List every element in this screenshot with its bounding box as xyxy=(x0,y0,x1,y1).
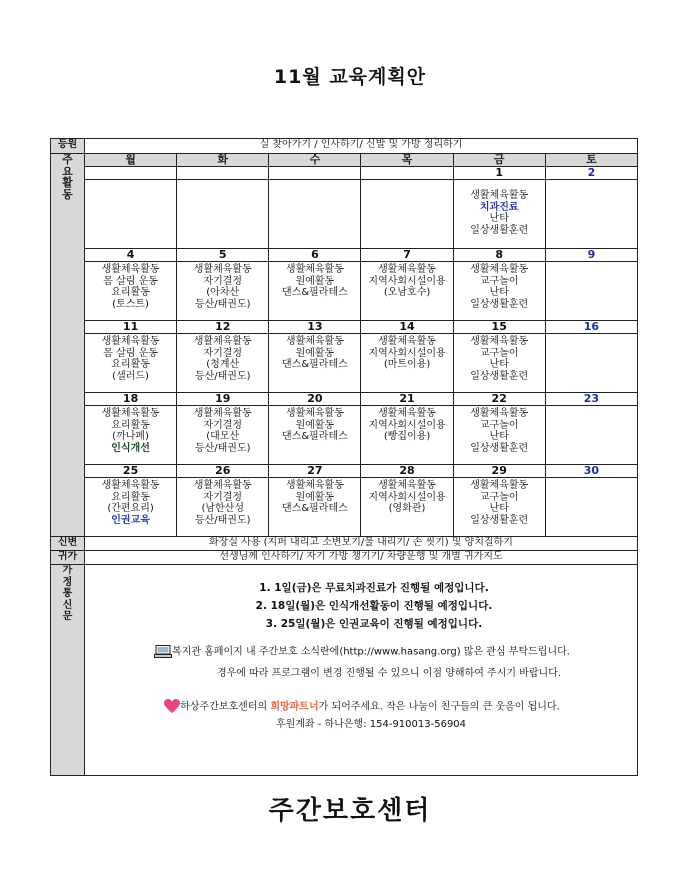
weekday-sat: 토 xyxy=(545,154,637,167)
activity-line: 난타 xyxy=(489,213,509,224)
date-row xyxy=(51,249,638,262)
activity-line: 생활체육활동 xyxy=(378,480,437,491)
main-activity-label xyxy=(51,154,85,537)
main-activity-label-char: 동 xyxy=(62,187,73,201)
date-cell: 16 xyxy=(545,321,637,334)
weekday-mon: 월 xyxy=(85,154,177,167)
activity-line: (토스트) xyxy=(112,298,149,310)
activity-cell xyxy=(85,262,177,321)
activity-line: 원예활동 xyxy=(295,347,335,359)
activity-row xyxy=(51,262,638,321)
activity-line: 지역사회시설이용 xyxy=(368,275,446,287)
activity-line: 댄스&필라테스 xyxy=(282,503,348,514)
activity-line: 요리활동 xyxy=(111,491,150,503)
activity-line: 생활체육활동 xyxy=(193,480,252,491)
date-cell: 30 xyxy=(545,465,637,478)
activity-line: 교구놀이 xyxy=(479,275,519,287)
activity-line: 난타 xyxy=(489,287,509,298)
activity-highlight: 인식개선 xyxy=(111,442,150,454)
activity-line: 등산/태권도) xyxy=(194,442,251,454)
donation-post: 가 되어주세요. 작은 나눔이 친구들의 큰 웃음이 됩니다. xyxy=(318,701,560,712)
notice-label-char: 가 xyxy=(62,565,73,576)
activity-line: 생활체육활동 xyxy=(193,264,252,275)
activity-line: 몸 살림 운동 xyxy=(103,347,158,359)
activity-cell xyxy=(269,334,361,393)
date-cell: 28 xyxy=(361,465,453,478)
activity-cell xyxy=(453,478,545,537)
center-name-footer: 주간보호센터 xyxy=(268,796,432,826)
activity-line: 자기결정 xyxy=(203,419,243,431)
activity-line: 지역사회시설이용 xyxy=(368,491,446,503)
activity-line: 자기결정 xyxy=(203,347,243,359)
activity-cell xyxy=(85,406,177,465)
activity-cell xyxy=(269,406,361,465)
activity-cell xyxy=(269,180,361,249)
date-cell: 12 xyxy=(177,321,269,334)
education-plan-table xyxy=(50,138,638,776)
activity-line: 원예활동 xyxy=(295,419,335,431)
activity-row xyxy=(51,406,638,465)
date-cell xyxy=(85,167,177,180)
activity-line: 생활체육활동 xyxy=(378,336,437,347)
activity-cell xyxy=(177,406,269,465)
notice-item-2: 2. 18일(월)은 인식개선활동이 진행될 예정입니다. xyxy=(255,600,493,612)
activity-cell xyxy=(453,262,545,321)
date-cell: 25 xyxy=(85,465,177,478)
activity-line: 난타 xyxy=(489,431,509,442)
activity-row xyxy=(51,180,638,249)
activity-line: 원예활동 xyxy=(295,491,335,503)
date-cell: 27 xyxy=(269,465,361,478)
main-activity-label-char: 주 xyxy=(62,153,73,166)
arrival-row xyxy=(51,139,638,154)
activity-cell xyxy=(361,262,453,321)
activity-line: 생활체육활동 xyxy=(193,336,252,347)
activity-highlight: 인권교육 xyxy=(111,514,150,526)
activity-cell xyxy=(177,334,269,393)
date-row xyxy=(51,393,638,406)
activity-line: 생활체육활동 xyxy=(470,336,529,347)
date-cell: 8 xyxy=(453,249,545,262)
weekday-fri: 금 xyxy=(453,154,545,167)
date-cell: 5 xyxy=(177,249,269,262)
donation-pre: 하상주간보호센터의 xyxy=(180,701,271,712)
activity-cell xyxy=(269,478,361,537)
notice-item-3: 3. 25일(월)은 인권교육이 진행될 예정입니다. xyxy=(265,618,483,630)
change-notice: 경우에 따라 프로그램이 변경 진행될 수 있으니 이점 양해하여 주시기 바랍니다. xyxy=(216,667,562,679)
activity-line: (오남호수) xyxy=(383,287,431,298)
activity-line: 생활체육활동 xyxy=(101,336,160,347)
activity-row xyxy=(51,478,638,537)
activity-cell xyxy=(177,478,269,537)
activity-line: (간편요리) xyxy=(107,503,154,514)
activity-cell xyxy=(177,262,269,321)
notice-content xyxy=(85,565,638,776)
notice-label-char: 통 xyxy=(62,588,73,599)
activity-line: 생활체육활동 xyxy=(285,480,344,491)
date-cell: 7 xyxy=(361,249,453,262)
activity-line: (대모산 xyxy=(206,431,240,442)
activity-line: (남한산성 xyxy=(201,503,244,514)
date-cell: 11 xyxy=(85,321,177,334)
weekday-header-row xyxy=(51,154,638,167)
activity-line: 생활체육활동 xyxy=(101,408,160,419)
activity-line: 생활체육활동 xyxy=(378,408,437,419)
going-home-row xyxy=(51,551,638,565)
notice-label-char: 문 xyxy=(62,611,73,622)
activity-line: 교구놀이 xyxy=(479,347,519,359)
activity-line: 요리활동 xyxy=(111,419,150,431)
activity-line: 댄스&필라테스 xyxy=(282,359,348,370)
activity-line: 등산/태권도) xyxy=(194,370,251,382)
notice-label-char: 신 xyxy=(62,599,73,611)
arrival-label: 등원 xyxy=(51,139,85,154)
heart-icon xyxy=(164,699,180,714)
activity-line: 난타 xyxy=(489,503,509,514)
notice-label-char: 정 xyxy=(62,576,73,588)
activity-line: 요리활동 xyxy=(111,287,150,298)
going-home-text: 선생님께 인사하기/ 자기 가방 챙기기/ 차량운행 및 개별 귀가지도 xyxy=(85,551,638,565)
date-cell: 26 xyxy=(177,465,269,478)
activity-line: 생활체육활동 xyxy=(470,264,529,275)
activity-line: 원예활동 xyxy=(295,275,335,287)
activity-line: 생활체육활동 xyxy=(193,408,252,419)
date-row xyxy=(51,321,638,334)
activity-line: 생활체육활동 xyxy=(285,264,344,275)
activity-cell xyxy=(85,180,177,249)
activity-cell xyxy=(85,478,177,537)
activity-cell xyxy=(545,180,637,249)
activity-cell xyxy=(361,180,453,249)
arrival-text: 실 찾아가기 / 인사하기/ 신발 및 가방 정리하기 xyxy=(85,139,638,154)
date-cell: 9 xyxy=(545,249,637,262)
date-row xyxy=(51,167,638,180)
activity-line: (마트이용) xyxy=(383,359,431,370)
activity-cell xyxy=(453,406,545,465)
activity-line: 교구놀이 xyxy=(479,491,519,503)
notice-row xyxy=(51,565,638,776)
hope-partner-highlight: 희망파트너 xyxy=(270,701,319,712)
going-home-label: 귀가 xyxy=(51,551,85,565)
date-cell: 2 xyxy=(545,167,637,180)
activity-row xyxy=(51,334,638,393)
date-cell: 22 xyxy=(453,393,545,406)
activity-line: (영화관) xyxy=(388,503,426,514)
date-cell: 21 xyxy=(361,393,453,406)
toilet-label: 신변 xyxy=(51,537,85,551)
page-title: 11월 교육계획안 xyxy=(273,66,427,88)
activity-cell xyxy=(545,334,637,393)
activity-highlight: 치과진료 xyxy=(479,201,519,213)
donation-account: 후원계좌 - 하나은행: 154-910013-56904 xyxy=(275,719,467,730)
activity-line: 댄스&필라테스 xyxy=(282,287,348,298)
date-cell: 6 xyxy=(269,249,361,262)
date-cell: 19 xyxy=(177,393,269,406)
activity-line: 등산/태권도) xyxy=(194,298,251,310)
date-cell: 29 xyxy=(453,465,545,478)
notice-item-1: 1. 1일(금)은 무료치과진료가 진행될 예정입니다. xyxy=(259,582,489,594)
activity-line: (청계산 xyxy=(206,359,240,370)
date-cell: 18 xyxy=(85,393,177,406)
activity-cell xyxy=(361,334,453,393)
activity-cell xyxy=(545,478,637,537)
date-cell xyxy=(361,167,453,180)
weekday-wed: 수 xyxy=(269,154,361,167)
activity-cell xyxy=(85,334,177,393)
activity-line: 일상생활훈련 xyxy=(470,224,529,236)
date-cell: 15 xyxy=(453,321,545,334)
homepage-line xyxy=(87,645,637,660)
activity-line: 난타 xyxy=(489,359,509,370)
activity-line: 생활체육활동 xyxy=(285,336,344,347)
activity-line: 생활체육활동 xyxy=(470,190,529,201)
weekday-tue: 화 xyxy=(177,154,269,167)
activity-line: 교구놀이 xyxy=(479,419,519,431)
activity-line: 지역사회시설이용 xyxy=(368,347,446,359)
activity-line: 요리활동 xyxy=(111,359,150,370)
activity-line: 일상생활훈련 xyxy=(470,442,529,454)
activity-line: 생활체육활동 xyxy=(378,264,437,275)
activity-line: 등산/태권도) xyxy=(194,514,251,526)
toilet-text: 화장실 사용 (지퍼 내리고 소변보기/물 내리기/ 손 씻기) 및 양치질하기 xyxy=(85,537,638,551)
activity-line: 댄스&필라테스 xyxy=(282,431,348,442)
activity-cell xyxy=(453,334,545,393)
activity-line: (샐러드) xyxy=(112,370,149,382)
activity-line: 일상생활훈련 xyxy=(470,514,529,526)
date-row xyxy=(51,465,638,478)
activity-cell xyxy=(545,262,637,321)
activity-line: 자기결정 xyxy=(203,491,243,503)
activity-line: 일상생활훈련 xyxy=(470,298,529,310)
toilet-row xyxy=(51,537,638,551)
activity-line: (까나페) xyxy=(112,431,149,442)
activity-line: 일상생활훈련 xyxy=(470,370,529,382)
activity-cell xyxy=(545,406,637,465)
date-cell: 14 xyxy=(361,321,453,334)
activity-cell xyxy=(361,478,453,537)
date-cell: 13 xyxy=(269,321,361,334)
weekday-thu: 목 xyxy=(361,154,453,167)
main-activity-label-char: 요 xyxy=(62,164,73,178)
main-activity-label-char: 활 xyxy=(62,176,73,189)
date-cell: 1 xyxy=(453,167,545,180)
activity-line: (빵집이용) xyxy=(383,431,431,442)
activity-line: 몸 살림 운동 xyxy=(103,275,158,287)
activity-line: 생활체육활동 xyxy=(101,480,160,491)
activity-cell xyxy=(453,180,545,249)
date-cell: 4 xyxy=(85,249,177,262)
activity-cell xyxy=(177,180,269,249)
donation-line xyxy=(87,699,637,715)
notice-label xyxy=(51,565,85,776)
activity-line: (아차산 xyxy=(206,287,240,298)
activity-line: 생활체육활동 xyxy=(470,480,529,491)
activity-cell xyxy=(361,406,453,465)
activity-cell xyxy=(269,262,361,321)
activity-line: 지역사회시설이용 xyxy=(368,419,446,431)
date-cell xyxy=(177,167,269,180)
activity-line: 자기결정 xyxy=(203,275,243,287)
homepage-text: 복지관 홈페이지 내 주간보호 소식란에(http://www.hasang.org) 많은 관심 부탁드립니다. xyxy=(172,646,570,658)
activity-line: 생활체육활동 xyxy=(101,264,160,275)
date-cell: 23 xyxy=(545,393,637,406)
date-cell: 20 xyxy=(269,393,361,406)
activity-line: 생활체육활동 xyxy=(470,408,529,419)
activity-line: 생활체육활동 xyxy=(285,408,344,419)
date-cell xyxy=(269,167,361,180)
computer-icon xyxy=(154,645,172,658)
